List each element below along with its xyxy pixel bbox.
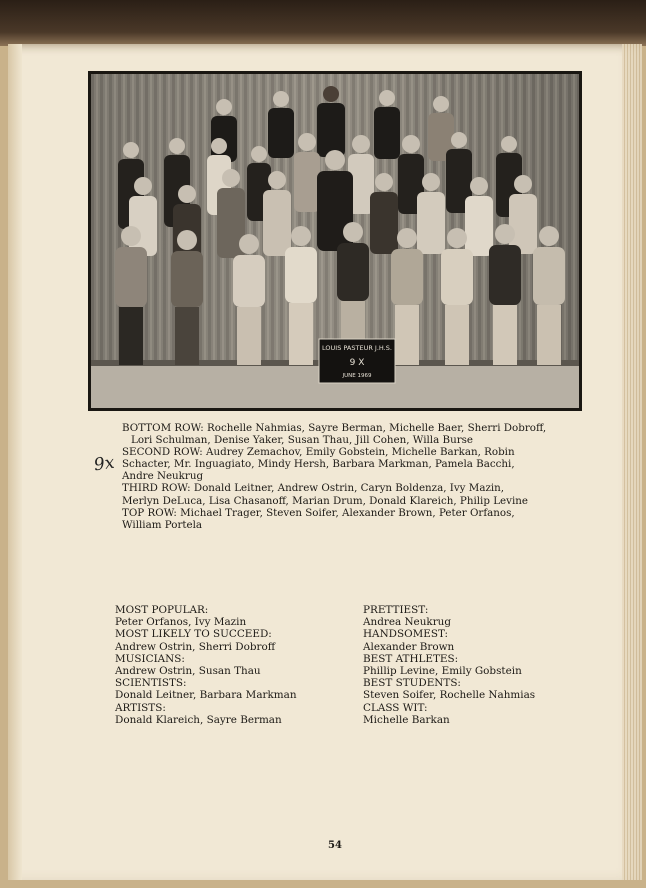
page-number: 54	[328, 840, 342, 851]
awards-left-column	[115, 604, 297, 726]
caption-line: TOP ROW: Michael Trager, Steven Soifer, Alexander Brown, Peter Orfanos,	[122, 506, 515, 519]
award-title: BEST STUDENTS:	[363, 677, 461, 690]
caption-line: Merlyn DeLuca, Lisa Chasanoff, Marian Drum, Donald Klareich, Philip Levine	[122, 494, 528, 507]
award-title: MOST POPULAR:	[115, 604, 209, 616]
awards-right-column	[363, 604, 535, 726]
award-winners: Andrew Ostrin, Sherri Dobroff	[115, 640, 276, 653]
sign-school: LOUIS PASTEUR J.H.S.	[322, 344, 392, 352]
caption-line: BOTTOM ROW: Rochelle Nahmias, Sayre Berman, Michelle Baer, Sherri Dobroff,	[122, 422, 547, 434]
caption-line: SECOND ROW: Audrey Zemachov, Emily Gobstein, Michelle Barkan, Robin	[122, 446, 515, 459]
caption-line: THIRD ROW: Donald Leitner, Andrew Ostrin, Caryn Boldenza, Ivy Mazin,	[122, 482, 505, 495]
award-title: CLASS WIT:	[363, 701, 428, 714]
award-winners: Andrew Ostrin, Susan Thau	[115, 665, 261, 678]
award-title: HANDSOMEST:	[363, 628, 449, 641]
class-sign	[319, 339, 395, 383]
award-title: SCIENTISTS:	[115, 677, 187, 690]
award-winners: Michelle Barkan	[363, 713, 450, 726]
page-binding	[8, 44, 22, 880]
award-winners: Andrea Neukrug	[363, 616, 452, 629]
yearbook-page	[8, 44, 642, 880]
scanner-background	[0, 0, 646, 46]
caption-line: Schacter, Mr. Inguagiato, Mindy Hersh, Barbara Markman, Pamela Bacchi,	[122, 458, 515, 471]
sign-date: JUNE 1969	[342, 373, 372, 379]
award-winners: Peter Orfanos, Ivy Mazin	[115, 616, 247, 629]
award-winners: Alexander Brown	[363, 640, 455, 653]
caption-line: Lori Schulman, Denise Yaker, Susan Thau, Jill Cohen, Willa Burse	[131, 434, 473, 447]
class-photo-image	[91, 74, 579, 408]
award-winners: Donald Leitner, Barbara Markman	[115, 689, 297, 702]
award-winners: Donald Klareich, Sayre Berman	[115, 713, 282, 726]
page-edge	[622, 44, 642, 880]
award-title: MUSICIANS:	[115, 652, 185, 665]
margin-note: 9x	[92, 452, 116, 476]
caption-line: Andre Neukrug	[122, 470, 204, 483]
award-winners: Steven Soifer, Rochelle Nahmias	[363, 689, 536, 702]
sign-class: 9 X	[349, 358, 365, 368]
caption-line: William Portela	[122, 518, 203, 531]
award-winners: Phillip Levine, Emily Gobstein	[363, 665, 522, 678]
award-title: BEST ATHLETES:	[363, 652, 459, 665]
award-title: MOST LIKELY TO SUCCEED:	[115, 628, 272, 641]
class-photo-frame	[88, 71, 582, 411]
award-title: ARTISTS:	[115, 701, 166, 714]
award-title: PRETTIEST:	[363, 604, 429, 616]
photo-caption	[122, 422, 582, 531]
class-photo	[91, 74, 579, 408]
